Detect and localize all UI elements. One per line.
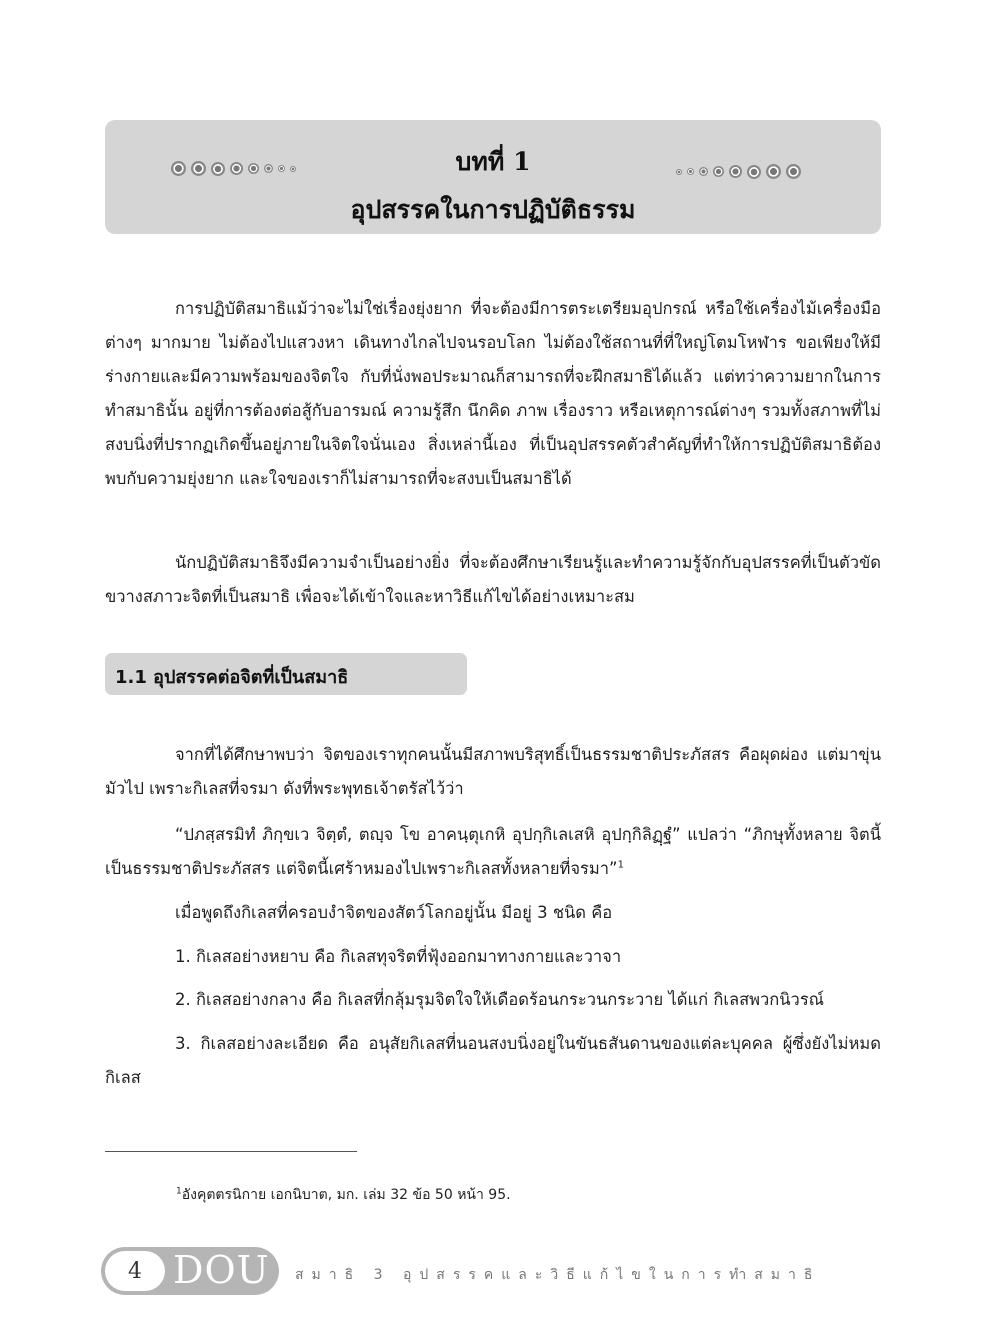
footer-badge xyxy=(101,1247,279,1295)
chapter-banner xyxy=(105,120,881,234)
footnote-reference[interactable]: 1 xyxy=(617,859,624,871)
running-title: สมาธิ 3 อุปสรรคและวิธีแก้ไขในการทำสมาธิ xyxy=(295,1267,821,1283)
footnote-divider xyxy=(105,1151,357,1152)
paragraph-pure-mind: จากที่ได้ศึกษาพบว่า จิตของเราทุกคนนั้นมีสภาพบริสุทธิ์เป็นธรรมชาติประภัสสร คือผุดผ่อง แต่มาขุ่นมัวไป เพราะกิเลสที่จรมา ดังที่พระพุทธเจ้าตรัสไว้ว่า xyxy=(105,745,881,798)
paragraph-defilement-types: เมื่อพูดถึงกิเลสที่ครอบงำจิตของสัตว์โลกอยู่นั้น มีอยู่ 3 ชนิด คือ xyxy=(175,903,613,922)
list-item-medium: 2. กิเลสอย่างกลาง คือ กิเลสที่กลุ้มรุมจิตใจให้เดือดร้อนกระวนกระวาย ได้แก่ กิเลสพวกนิวรณ์ xyxy=(175,990,824,1009)
list-item-coarse: 1. กิเลสอย่างหยาบ คือ กิเลสทุจริตที่ฟุ้งออกมาทางกายและวาจา xyxy=(175,947,622,966)
dot-ornament-right xyxy=(676,164,801,179)
paragraph-practitioner: นักปฏิบัติสมาธิจึงมีความจำเป็นอย่างยิ่ง ที่จะต้องศึกษาเรียนรู้และทำความรู้จักกับอุปสรรคที่เป็นตัวขัดขวางสภาวะจิตที่เป็นสมาธิ เพื่อจะได้เข้าใจและหาวิธีแก้ไขได้อย่างเหมาะสม xyxy=(105,553,881,606)
page-number: 4 xyxy=(105,1251,165,1291)
section-heading: 1.1 อุปสรรคต่อจิตที่เป็นสมาธิ xyxy=(115,667,349,688)
footnote-text: อังคุตตรนิกาย เอกนิบาต, มก. เล่ม 32 ข้อ 50 หน้า 95. xyxy=(181,1187,511,1203)
list-item-subtle: 3. กิเลสอย่างละเอียด คือ อนุสัยกิเลสที่นอนสงบนิ่งอยู่ในขันธสันดานของแต่ละบุคคล ผู้ซึ่งยังไม่หมดกิเลส xyxy=(105,1034,881,1087)
section-heading-bar xyxy=(105,653,467,695)
chapter-title: อุปสรรคในการปฏิบัติธรรม xyxy=(350,195,636,224)
paragraph-intro: การปฏิบัติสมาธิแม้ว่าจะไม่ใช่เรื่องยุ่งยาก ที่จะต้องมีการตระเตรียมอุปกรณ์ หรือใช้เครื่องไม้เครื่องมือต่างๆ มากมาย ไม่ต้องไปแสวงหา เดินทางไกลไปจนรอบโลก ไม่ต้องใช้สถานที่ที่ใหญ่โตมโหฬาร ขอเพียงให้มีร่างกายและมีความพร้อมของจิตใจ กับที่นั่งพอประมาณก็สามารถที่จะฝึกสมาธิได้แล้ว แต่ทว่าความยากในการทำสมาธินั้น อยู่ที่การต้องต่อสู้กับอารมณ์ ความรู้สึก นึกคิด ภาพ เรื่องราว หรือเหตุการณ์ต่างๆ รวมทั้งสภาพที่ไม่สงบนิ่งที่ปรากฏเกิดขึ้นอยู่ภายในจิตใจนั่นเอง สิ่งเหล่านี้เอง ที่เป็นอุปสรรคตัวสำคัญที่ทำให้การปฏิบัติสมาธิต้องพบกับความยุ่งยาก และใจของเราก็ไม่สามารถที่จะสงบเป็นสมาธิได้ xyxy=(105,299,881,488)
pali-quote-text: “ปภสฺสรมิทํ ภิกฺขเว จิตฺตํ, ตญฺจ โข อาคนฺตุเกหิ อุปกฺกิเลเสหิ อุปกฺกิลิฏฺฐํ” แปลว่า “ภิกษุทั้งหลาย จิตนี้เป็นธรรมชาติประภัสสร แต่จิตนี้เศร้าหมองไปเพราะกิเลสทั้งหลายที่จรมา” xyxy=(105,825,881,878)
footnote xyxy=(176,1184,511,1206)
pali-quote xyxy=(105,818,881,886)
footnote-marker: 1 xyxy=(176,1186,182,1197)
dou-logo: DOU xyxy=(173,1248,270,1292)
chapter-number: บทที่ 1 xyxy=(455,147,531,176)
